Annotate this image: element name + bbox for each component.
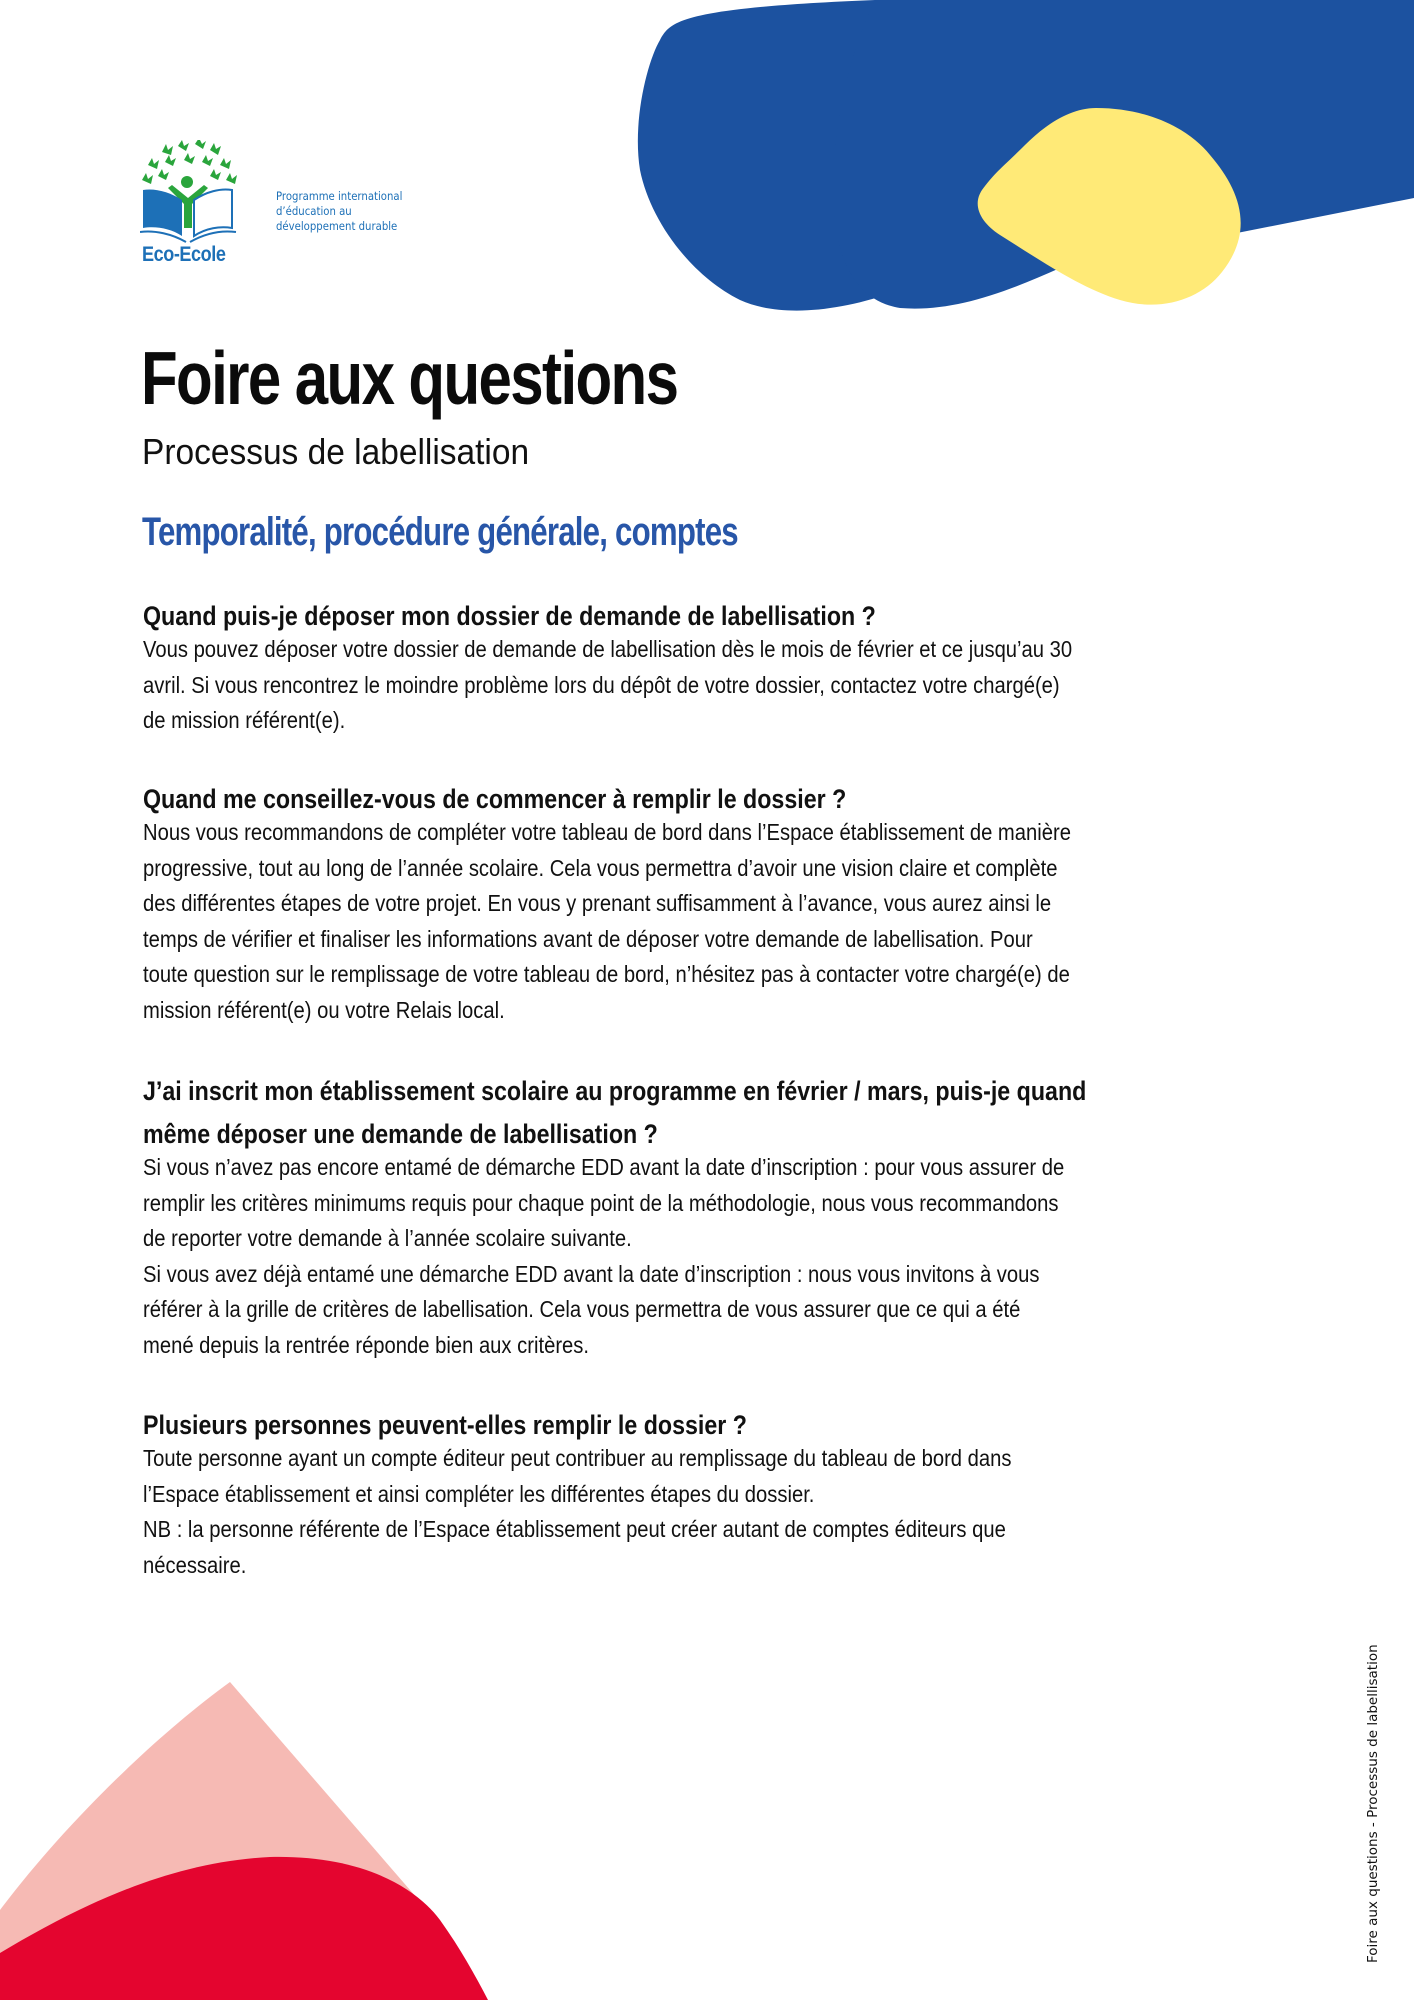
blue-blob-body <box>833 0 1414 309</box>
page-subtitle: Processus de labellisation <box>142 431 530 472</box>
faq-answer-line: remplir les critères minimums requis pour chaque point de la méthodologie, nous vous recommandons <box>143 1189 1059 1216</box>
faq-answer-line: avril. Si vous rencontrez le moindre problème lors du dépôt de votre dossier, contactez votre chargé(e) <box>143 671 1060 698</box>
page-title: Foire aux questions <box>141 336 678 420</box>
faq-question: J’ai inscrit mon établissement scolaire au programme en février / mars, puis-je quand <box>143 1076 1087 1106</box>
logo-tagline-line: développement durable <box>276 219 398 233</box>
faq-answer-line: mené depuis la rentrée réponde bien aux critères. <box>143 1331 590 1358</box>
faq-answer-line: de reporter votre demande à l’année scolaire suivante. <box>143 1225 632 1251</box>
red-blob-shape <box>0 1857 488 2000</box>
faq-answer-line: de mission référent(e). <box>143 707 346 733</box>
logo-wordmark: Eco-Ecole <box>142 243 226 266</box>
faq-question: Quand puis-je déposer mon dossier de demande de labellisation ? <box>143 601 876 631</box>
faq-item <box>143 1070 1323 1363</box>
pink-triangle-shape <box>0 1682 470 2000</box>
faq-answer <box>143 632 1323 739</box>
faq-answer-line: référer à la grille de critères de labellisation. Cela vous permettra de vous assurer que ce qui a été <box>143 1296 1021 1322</box>
faq-item <box>143 595 1323 739</box>
faq-answer <box>143 1441 1323 1583</box>
faq-answer-line: des différentes étapes de votre projet. En vous y prenant suffisamment à l’avance, vous aurez ainsi le <box>143 890 1052 916</box>
faq-answer-line: Si vous n’avez pas encore entamé de démarche EDD avant la date d’inscription : pour vous assurer de <box>143 1154 1065 1180</box>
eco-ecole-tree-book-icon <box>140 140 240 250</box>
yellow-blob-shape <box>978 108 1241 305</box>
footer-vertical-text: Foire aux questions - Processus de labellisation <box>1365 1644 1381 1963</box>
faq-answer-line: progressive, tout au long de l’année scolaire. Cela vous permettra d’avoir une vision claire et complète <box>143 854 1058 881</box>
faq-question: même déposer une demande de labellisation ? <box>143 1119 658 1149</box>
faq-answer <box>143 1150 1323 1363</box>
faq-item <box>143 778 1323 1028</box>
faq-answer-line: NB : la personne référente de l’Espace établissement peut créer autant de comptes éditeurs que <box>143 1516 1006 1542</box>
faq-answer-line: l’Espace établissement et ainsi compléter les différentes étapes du dossier. <box>143 1480 815 1507</box>
faq-answer <box>143 815 1323 1028</box>
eco-ecole-logo <box>140 140 240 270</box>
faq-answer-line: Nous vous recommandons de compléter votre tableau de bord dans l’Espace établissement de manière <box>143 819 1071 845</box>
faq-answer-line: Si vous avez déjà entamé une démarche EDD avant la date d’inscription : nous vous invitons à vous <box>143 1260 1040 1287</box>
faq-answer-line: mission référent(e) ou votre Relais local. <box>143 996 505 1023</box>
faq-question: Plusieurs personnes peuvent-elles remplir le dossier ? <box>143 1410 747 1440</box>
faq-item <box>143 1404 1323 1583</box>
faq-answer-line: nécessaire. <box>143 1551 247 1578</box>
logo-tagline-line: Programme international <box>276 189 403 203</box>
logo-tagline <box>276 189 402 234</box>
section-title: Temporalité, procédure générale, comptes <box>142 510 738 554</box>
faq-answer-line: temps de vérifier et finaliser les informations avant de déposer votre demande de labellisation. Pour <box>143 925 1033 952</box>
faq-question: Quand me conseillez-vous de commencer à remplir le dossier ? <box>143 784 847 814</box>
faq-answer-line: Vous pouvez déposer votre dossier de demande de labellisation dès le mois de février et ce jusqu’au 30 <box>143 636 1073 662</box>
faq-answer-line: toute question sur le remplissage de votre tableau de bord, n’hésitez pas à contacter votre chargé(e) de <box>143 961 1070 987</box>
blue-blob-shape <box>638 0 1414 311</box>
logo-tagline-line: d’éducation au <box>276 204 352 218</box>
faq-answer-line: Toute personne ayant un compte éditeur peut contribuer au remplissage du tableau de bord dans <box>143 1445 1012 1471</box>
